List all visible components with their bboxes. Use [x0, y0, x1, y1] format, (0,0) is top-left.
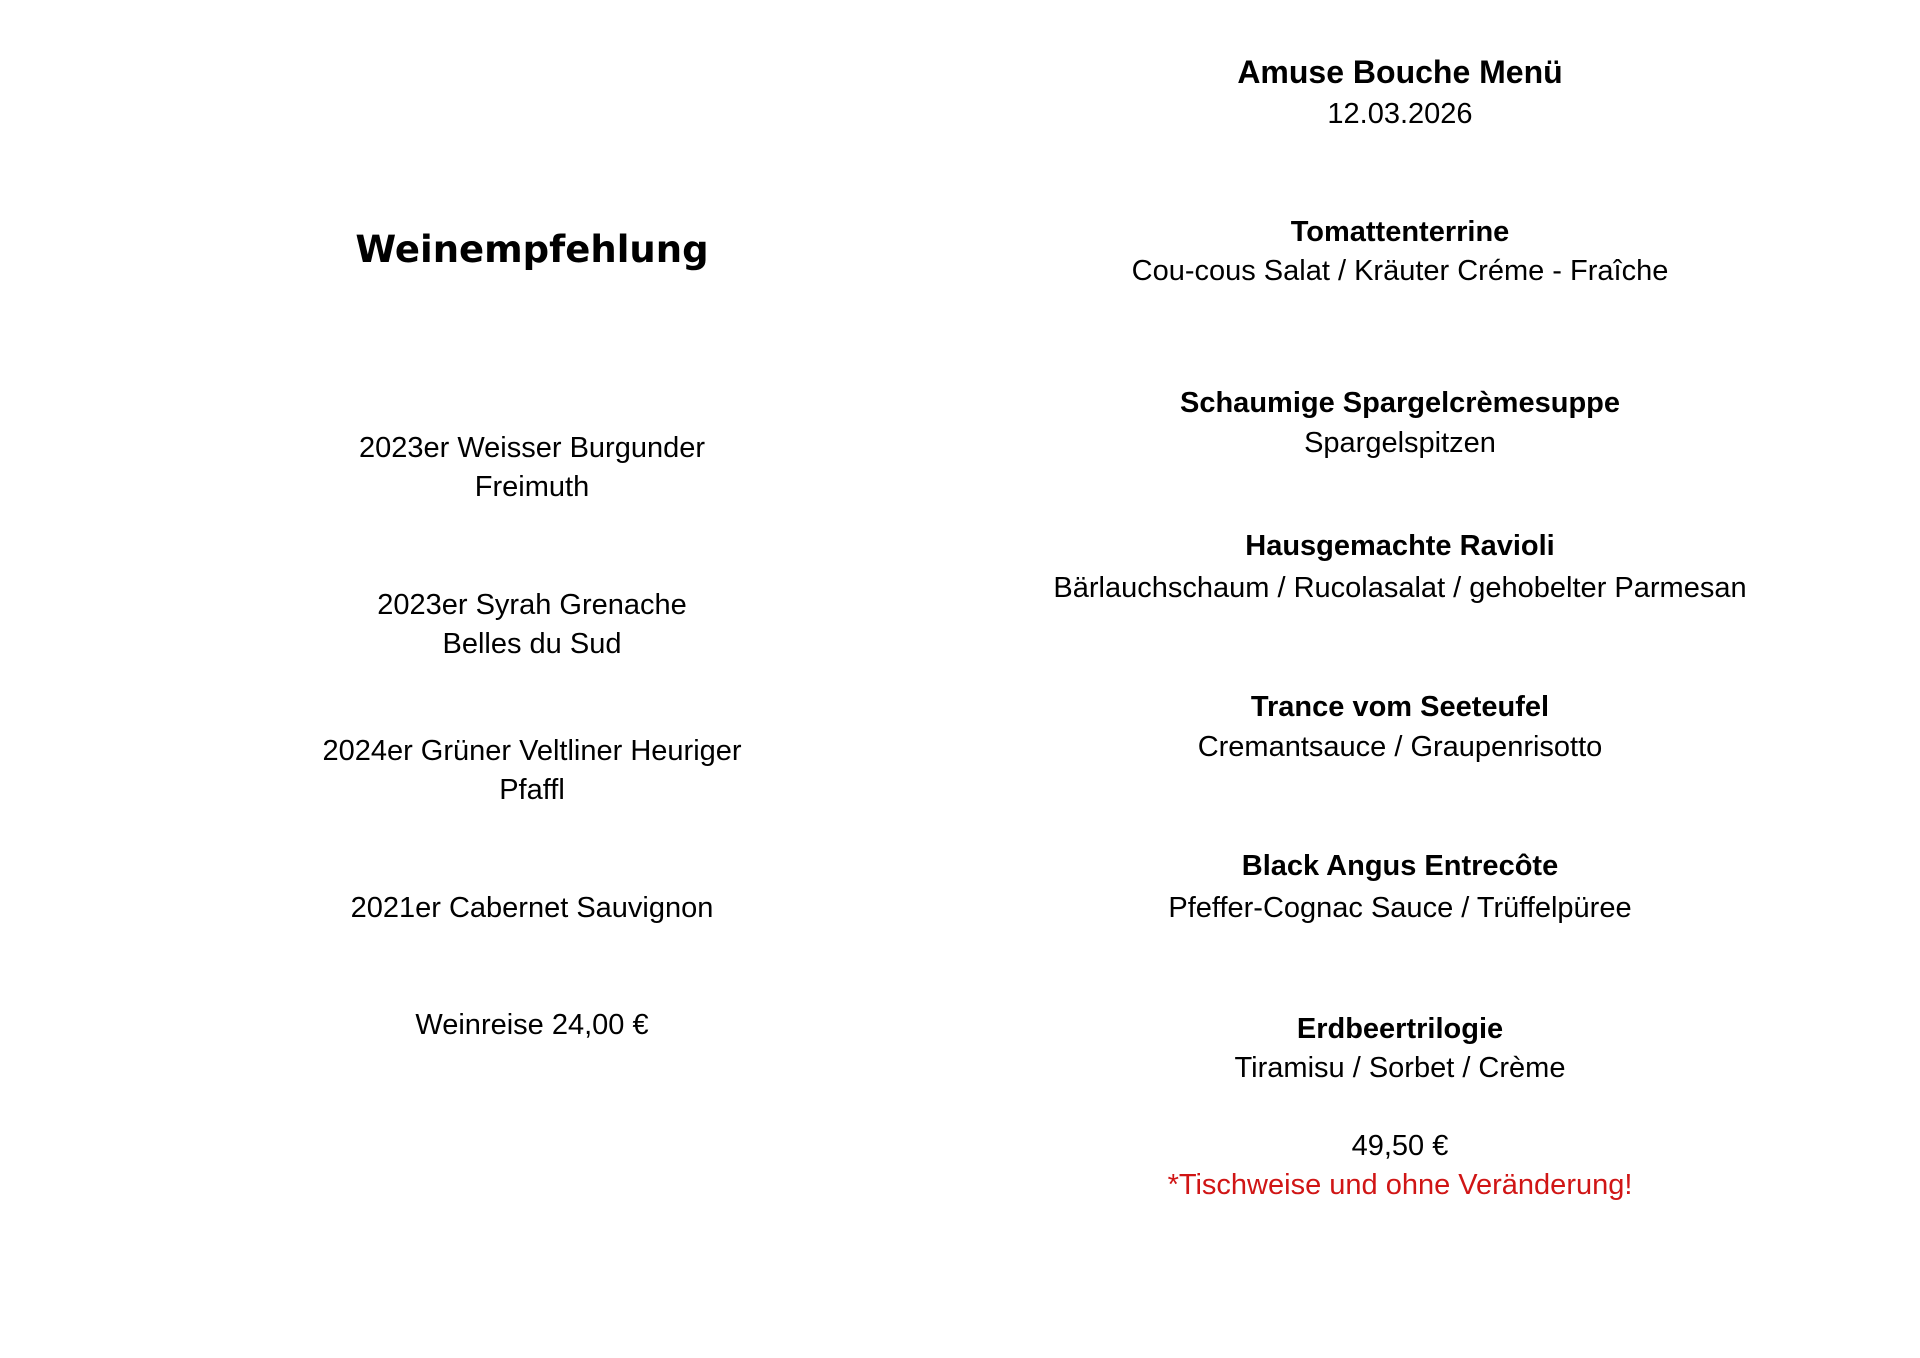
course-1-name: Tomattenterrine	[1290, 216, 1510, 248]
course-6-name: Erdbeertrilogie	[1296, 1013, 1504, 1045]
course-2-description: Spargelspitzen	[1304, 427, 1496, 459]
wine-item-3-name: 2024er Grüner Veltliner Heuriger	[322, 735, 742, 767]
course-3-description: Bärlauchschaum / Rucolasalat / gehobelter Parmesan	[1053, 572, 1747, 604]
wine-item-1-name: 2023er Weisser Burgunder	[358, 432, 706, 464]
wine-item-2-producer: Belles du Sud	[442, 628, 622, 660]
menu-note: *Tischweise und ohne Veränderung!	[1167, 1169, 1633, 1201]
course-1-description: Cou-cous Salat / Kräuter Créme - Fraîche	[1131, 255, 1669, 287]
course-4-description: Cremantsauce / Graupenrisotto	[1197, 731, 1603, 763]
menu-title: Amuse Bouche Menü	[1237, 54, 1563, 90]
menu-date: 12.03.2026	[1327, 98, 1473, 130]
wine-item-4-name: 2021er Cabernet Sauvignon	[350, 892, 714, 924]
wine-title: Weinempfehlung	[355, 228, 709, 271]
wine-item-3-producer: Pfaffl	[499, 774, 565, 806]
course-3-name: Hausgemachte Ravioli	[1245, 530, 1555, 562]
course-5-description: Pfeffer-Cognac Sauce / Trüffelpüree	[1168, 892, 1632, 924]
wine-price: Weinreise 24,00 €	[415, 1009, 649, 1041]
course-6-description: Tiramisu / Sorbet / Crème	[1234, 1052, 1566, 1084]
course-4-name: Trance vom Seeteufel	[1250, 691, 1550, 723]
menu-price: 49,50 €	[1351, 1130, 1449, 1162]
wine-item-2-name: 2023er Syrah Grenache	[377, 589, 687, 621]
course-2-name: Schaumige Spargelcrèmesuppe	[1180, 387, 1620, 419]
course-5-name: Black Angus Entrecôte	[1241, 850, 1559, 882]
wine-item-1-producer: Freimuth	[474, 471, 590, 503]
